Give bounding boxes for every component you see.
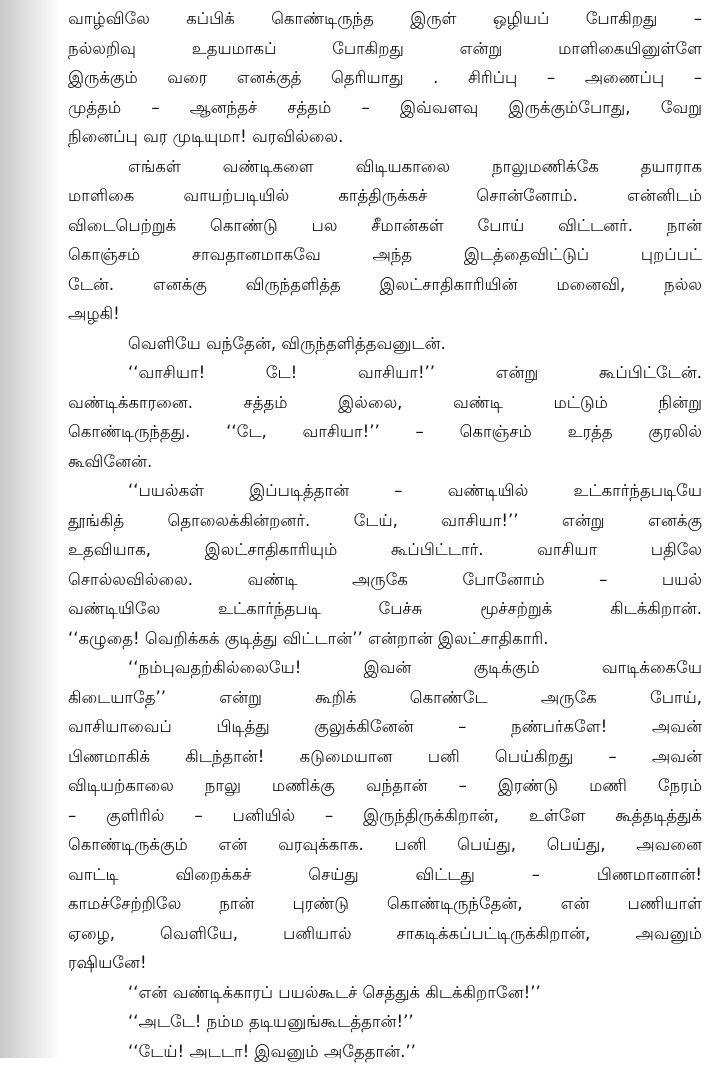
text-line: ‘‘அடடே! நம்ம தடியனுங்கூடத்தான்!’’	[68, 1007, 702, 1037]
text-line: ‘‘பயல்கள் இப்படித்தான் – வண்டியில் உட்கார்ந்தபடியே	[68, 476, 702, 506]
text-line: கொண்டிருக்கும் என் வரவுக்காக. பனி பெய்து, பெய்து, அவனை	[68, 830, 702, 860]
text-line: வாழ்விலே கப்பிக் கொண்டிருந்த இருள் ஒழியப் போகிறது –	[68, 4, 702, 34]
paragraph	[68, 653, 702, 978]
paragraph	[68, 4, 702, 152]
text-line: சொல்லவில்லை. வண்டி அருகே போனோம் – பயல்	[68, 565, 702, 595]
text-line: உதவியாக, இலட்சாதிகாரியும் கூப்பிட்டார். வாசியா பதிலே	[68, 535, 702, 565]
text-line: வாட்டி விறைக்கச் செய்து விட்டது – பிணமானான்!	[68, 860, 702, 890]
paragraph	[68, 152, 702, 329]
text-line: பிணமாகிக் கிடந்தான்! கடுமையான பனி பெய்கிறது – அவன்	[68, 742, 702, 772]
paragraph	[68, 329, 702, 359]
scan-edge-shadow	[0, 0, 60, 1058]
paragraph	[68, 978, 702, 1008]
text-line: வண்டியிலே உட்கார்ந்தபடி பேச்சு மூச்சற்றுக் கிடக்கிறான்.	[68, 594, 702, 624]
text-line: ரஷியனே!	[68, 948, 702, 978]
text-line: – குளிரில் – பனியில் – இருந்திருக்கிறான், உள்ளே கூத்தடித்துக்	[68, 801, 702, 831]
text-line: விடியற்காலை நாலு மணிக்கு வந்தான் – இரண்டு மணி நேரம்	[68, 771, 702, 801]
text-line: ஏழை, வெளியே, பனியால் சாகடிக்கப்பட்டிருக்கிறான், அவனும்	[68, 919, 702, 949]
text-line: வாசியாவைப் பிடித்து குலுக்கினேன் – நண்பர்களே! அவன்	[68, 712, 702, 742]
text-line: கொண்டிருந்தது. ‘‘டே, வாசியா!’’ – கொஞ்சம் உரத்த குரலில்	[68, 417, 702, 447]
body-text	[68, 4, 702, 1066]
text-line: தூங்கித் தொலைக்கின்றனர். டேய், வாசியா!’’ என்று எனக்கு	[68, 506, 702, 536]
text-line: ‘‘டேய்! அடடா! இவனும் அதேதான்.’’	[68, 1037, 702, 1066]
text-line: எங்கள் வண்டிகளை விடியகாலை நாலுமணிக்கே தயாராக	[68, 152, 702, 182]
paragraph	[68, 1007, 702, 1037]
paragraph	[68, 358, 702, 476]
text-line: ‘‘வாசியா! டே! வாசியா!’’ என்று கூப்பிட்டேன்.	[68, 358, 702, 388]
text-line: வண்டிக்காரனை. சத்தம் இல்லை, வண்டி மட்டும் நின்று	[68, 388, 702, 418]
text-line: முத்தம் – ஆனந்தச் சத்தம் – இவ்வளவு இருக்கும்போது, வேறு	[68, 93, 702, 123]
text-line: கொஞ்சம் சாவதானமாகவே அந்த இடத்தைவிட்டுப் புறப்பட்	[68, 240, 702, 270]
text-line: கூவினேன்.	[68, 447, 702, 477]
text-line: அழகி!	[68, 299, 702, 329]
text-line: நினைப்பு வர முடியுமா! வரவில்லை.	[68, 122, 702, 152]
text-line: இருக்கும் வரை எனக்குத் தெரியாது . சிரிப்பு – அணைப்பு –	[68, 63, 702, 93]
text-line: நல்லறிவு உதயமாகப் போகிறது என்று மாளிகையினுள்ளே	[68, 34, 702, 64]
text-line: ‘‘என் வண்டிக்காரப் பயல்கூடச் செத்துக் கிடக்கிறானே!’’	[68, 978, 702, 1008]
paragraph	[68, 1037, 702, 1066]
text-line: விடைபெற்றுக் கொண்டு பல சீமான்கள் போய் விட்டனர். நான்	[68, 211, 702, 241]
text-line: ‘‘நம்புவதற்கில்லையே! இவன் குடிக்கும் வாடிக்கையே	[68, 653, 702, 683]
text-line: கிடையாதே’’ என்று கூறிக் கொண்டே அருகே போய்,	[68, 683, 702, 713]
text-line: மாளிகை வாயற்படியில் காத்திருக்கச் சொன்னோம். என்னிடம்	[68, 181, 702, 211]
paragraph	[68, 476, 702, 653]
text-line: காமச்சேற்றிலே நான் புரண்டு கொண்டிருந்தேன், என் பணியாள்	[68, 889, 702, 919]
text-line: ‘‘கழுதை! வெறிக்கக் குடித்து விட்டான்’’ என்றான் இலட்சாதிகாரி.	[68, 624, 702, 654]
text-line: வெளியே வந்தேன், விருந்தளித்தவனுடன்.	[68, 329, 702, 359]
text-line: டேன். எனக்கு விருந்தளித்த இலட்சாதிகாரியின் மனைவி, நல்ல	[68, 270, 702, 300]
